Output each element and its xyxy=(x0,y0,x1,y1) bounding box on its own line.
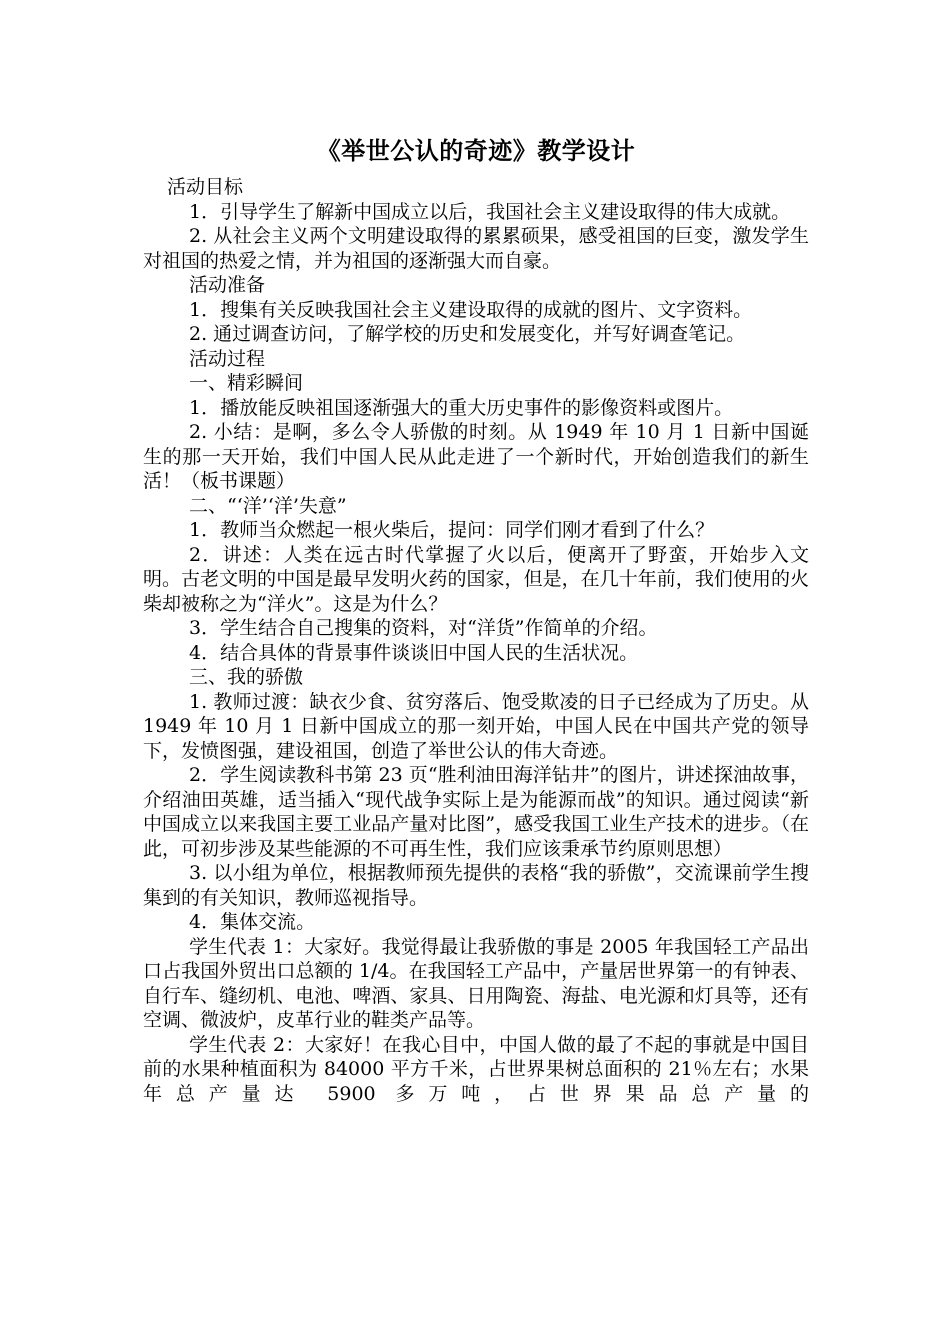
paragraph: 1. 教师过渡：缺衣少食、贫穷落后、饱受欺凌的日子已经成为了历史。从 1949 年 10 月 1 日新中国成立的那一刻开始，中国人民在中国共产党的领导下，发愤图强，建设祖国，创造了举世公认的伟大奇迹。 xyxy=(143,690,809,762)
paragraph: 学生代表 1：大家好。我觉得最让我骄傲的事是 2005 年我国轻工产品出口占我国外贸出口总额的 1/4。在我国轻工产品中，产量居世界第一的有钟表、自行车、缝纫机、电池、啤酒、家具、日用陶瓷、海盐、电光源和灯具等，还有空调、微波炉，皮革行业的鞋类产品等。 xyxy=(143,935,809,1031)
document-page xyxy=(143,135,809,1106)
paragraph: 2. 通过调查访问，了解学校的历史和发展变化，并写好调查笔记。 xyxy=(189,323,746,345)
paragraph: 1．教师当众燃起一根火柴后，提问：同学们刚才看到了什么？ xyxy=(189,519,715,541)
section-heading-goals: 活动目标 xyxy=(167,176,244,198)
paragraph: 4．集体交流。 xyxy=(189,911,316,933)
subsection-heading-pride: 三、我的骄傲 xyxy=(189,666,304,688)
paragraph: 2．讲述：人类在远古时代掌握了火以后，便离开了野蛮，开始步入文明。古老文明的中国是最早发明火药的国家，但是，在几十年前，我们使用的火柴却被称之为“洋火”。这是为什么？ xyxy=(143,543,809,615)
section-heading-process: 活动过程 xyxy=(189,347,266,370)
paragraph: 2. 小结：是啊，多么令人骄傲的时刻。从 1949 年 10 月 1 日新中国诞生的那一天开始，我们中国人民从此走进了一个新时代，开始创造我们的新生活！（板书课题） xyxy=(143,421,809,492)
paragraph: 2．学生阅读教科书第 23 页“胜利油田海洋钻井”的图片，讲述探油故事，介绍油田英雄，适当插入“现代战争实际上是为能源而战”的知识。通过阅读“新中国成立以来我国主要工业品产量对比图”，感受我国工业生产技术的进步。（在此，可初步涉及某些能源的不可再生性，我们应该秉承节约原则思想） xyxy=(143,764,809,860)
paragraph: 1．搜集有关反映我国社会主义建设取得的成就的图片、文字资料。 xyxy=(189,298,753,321)
paragraph: 3．学生结合自己搜集的资料，对“洋货”作简单的介绍。 xyxy=(189,617,658,639)
paragraph: 学生代表 2：大家好！在我心目中，中国人做的最了不起的事就是中国目前的水果种植面积为 84000 平方千米，占世界果树总面积的 21％左右；水果年总产量达 5900 多万吨，占世界果品总产量的 xyxy=(143,1033,809,1105)
subsection-heading-foreign-goods: 二、“‘洋’‘洋’失意” xyxy=(189,494,347,517)
document-title: 《举世公认的奇迹》教学设计 xyxy=(316,136,636,165)
subsection-heading-moments: 一、精彩瞬间 xyxy=(189,372,304,394)
paragraph: 3. 以小组为单位，根据教师预先提供的表格“我的骄傲”，交流课前学生搜集到的有关知识，教师巡视指导。 xyxy=(143,862,809,909)
paragraph: 4．结合具体的背景事件谈谈旧中国人民的生活状况。 xyxy=(189,641,639,664)
paragraph: 1．播放能反映祖国逐渐强大的重大历史事件的影像资料或图片。 xyxy=(189,396,734,419)
paragraph: 2. 从社会主义两个文明建设取得的累累硕果，感受祖国的巨变，激发学生对祖国的热爱之情，并为祖国的逐渐强大而自豪。 xyxy=(143,225,809,272)
section-heading-preparation: 活动准备 xyxy=(189,274,266,296)
paragraph: 1．引导学生了解新中国成立以后，我国社会主义建设取得的伟大成就。 xyxy=(189,200,791,223)
